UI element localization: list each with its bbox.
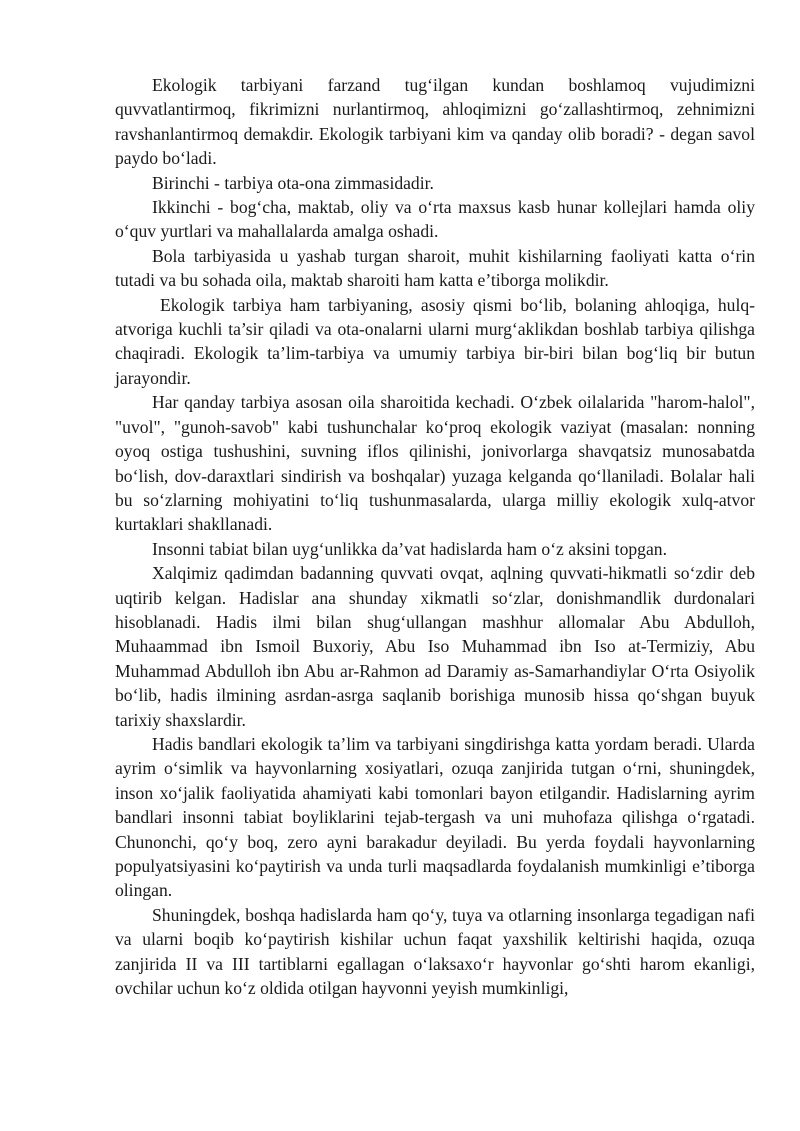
paragraph: Bola tarbiyasida u yashab turgan sharoit, muhit kishilarning faoliyati katta o‘rin tutadi va bu sohada oila, maktab sharoiti ham katta e’tiborga molikdir. — [115, 245, 755, 291]
paragraph: Har qanday tarbiya asosan oila sharoitida kechadi. O‘zbek oilalarida "harom-halol", "uvol", "gunoh-savob" kabi tushunchalar ko‘proq ekologik vaziyat (masalan: nonning oyoq ostiga tushushini, suvning iflos qilinishi, jonivorlarga shavqatsiz munosabatda bo‘lish, dov-daraxtlari sindirish va boshqalar) yuzaga kelganda qo‘llaniladi. Bolalar hali bu so‘zlarning mohiyatini to‘liq tushunmasalarda, ularga milliy ekologik xulq-atvor kurtaklari shakllanadi. — [115, 392, 755, 535]
document-body — [115, 73, 755, 1000]
paragraph: Ikkinchi - bog‘cha, maktab, oliy va o‘rta maxsus kasb hunar kollejlari hamda oliy o‘quv yurtlari va mahallalarda amalga oshadi. — [115, 197, 755, 242]
paragraph: Xalqimiz qadimdan badanning quvvati ovqat, aqlning quvvati-hikmatli so‘zdir deb uqtirib kelgan. Hadislar ana shunday xikmatli so‘zlar, donishmandlik durdonalari hisoblanadi. Hadis ilmi bilan shug‘ullangan mashhur allomalar Abu Abdulloh, Muhaammad ibn Ismoil Buxoriy, Abu Iso Muhammad ibn Iso at-Termiziy, Abu Muhammad Abdulloh ibn Abu ar-Rahmon ad Daramiy as-Samarhandiylar O‘rta Osiyolik bo‘lib, hadis ilmining asrdan-asrga saqlanib borishiga munosib hissa qo‘shgan buyuk tarixiy shaxslardir. — [115, 563, 755, 730]
paragraph: Shuningdek, boshqa hadislarda ham qo‘y, tuya va otlarning insonlarga tegadigan nafi va ularni boqib ko‘paytirish kishilar uchun faqat yaxshilik keltirishi haqida, ozuqa zanjirida II va III tartiblarni egallagan o‘laksaxo‘r hayvonlar go‘shti harom ekanligi, ovchilar uchun ko‘z oldida otilgan hayvonni yeyish mumkinligi, — [115, 904, 755, 999]
paragraph: Ekologik tarbiya ham tarbiyaning, asosiy qismi bo‘lib, bolaning ahloqiga, hulq-atvoriga kuchli ta’sir qiladi va ota-onalarni ularni murg‘aklikdan boshlab tarbiya qilishga chaqiradi. Ekologik ta’lim-tarbiya va umumiy tarbiya bir-biri bilan bog‘liq bir butun jarayondir. — [115, 294, 755, 388]
paragraph: Ekologik tarbiyani farzand tug‘ilgan kundan boshlamoq vujudimizni quvvatlantirmoq, fikrimizni nurlantirmoq, ahloqimizni go‘zallashtirmoq, zehnimizni ravshanlantirmoq demakdir. Ekologik tarbiyani kim va qanday olib boradi? - degan savol paydo bo‘ladi. — [115, 75, 755, 169]
paragraph: Birinchi - tarbiya ota-ona zimmasidadir. — [152, 172, 434, 193]
paragraph: Insonni tabiat bilan uyg‘unlikka da’vat hadislarda ham o‘z aksini topgan. — [152, 538, 667, 559]
paragraph: Hadis bandlari ekologik ta’lim va tarbiyani singdirishga katta yordam beradi. Ularda ayrim o‘simlik va hayvonlarning xosiyatlari, ozuqa zanjirida tutgan o‘rni, shuningdek, inson xo‘jalik faoliyatida ahamiyati kabi tomonlari bayon etilgandir. Hadislarning ayrim bandlari insonni tabiat boyliklarini tejab-tergash va uni muhofaza qilishga o‘rgatadi. Chunonchi, qo‘y boq, zero ayni barakadur deyiladi. Bu yerda foydali hayvonlarning populyatsiyasini ko‘paytirish va unda turli maqsadlarda foydalanish mumkinligi e’tiborga olingan. — [115, 733, 755, 901]
